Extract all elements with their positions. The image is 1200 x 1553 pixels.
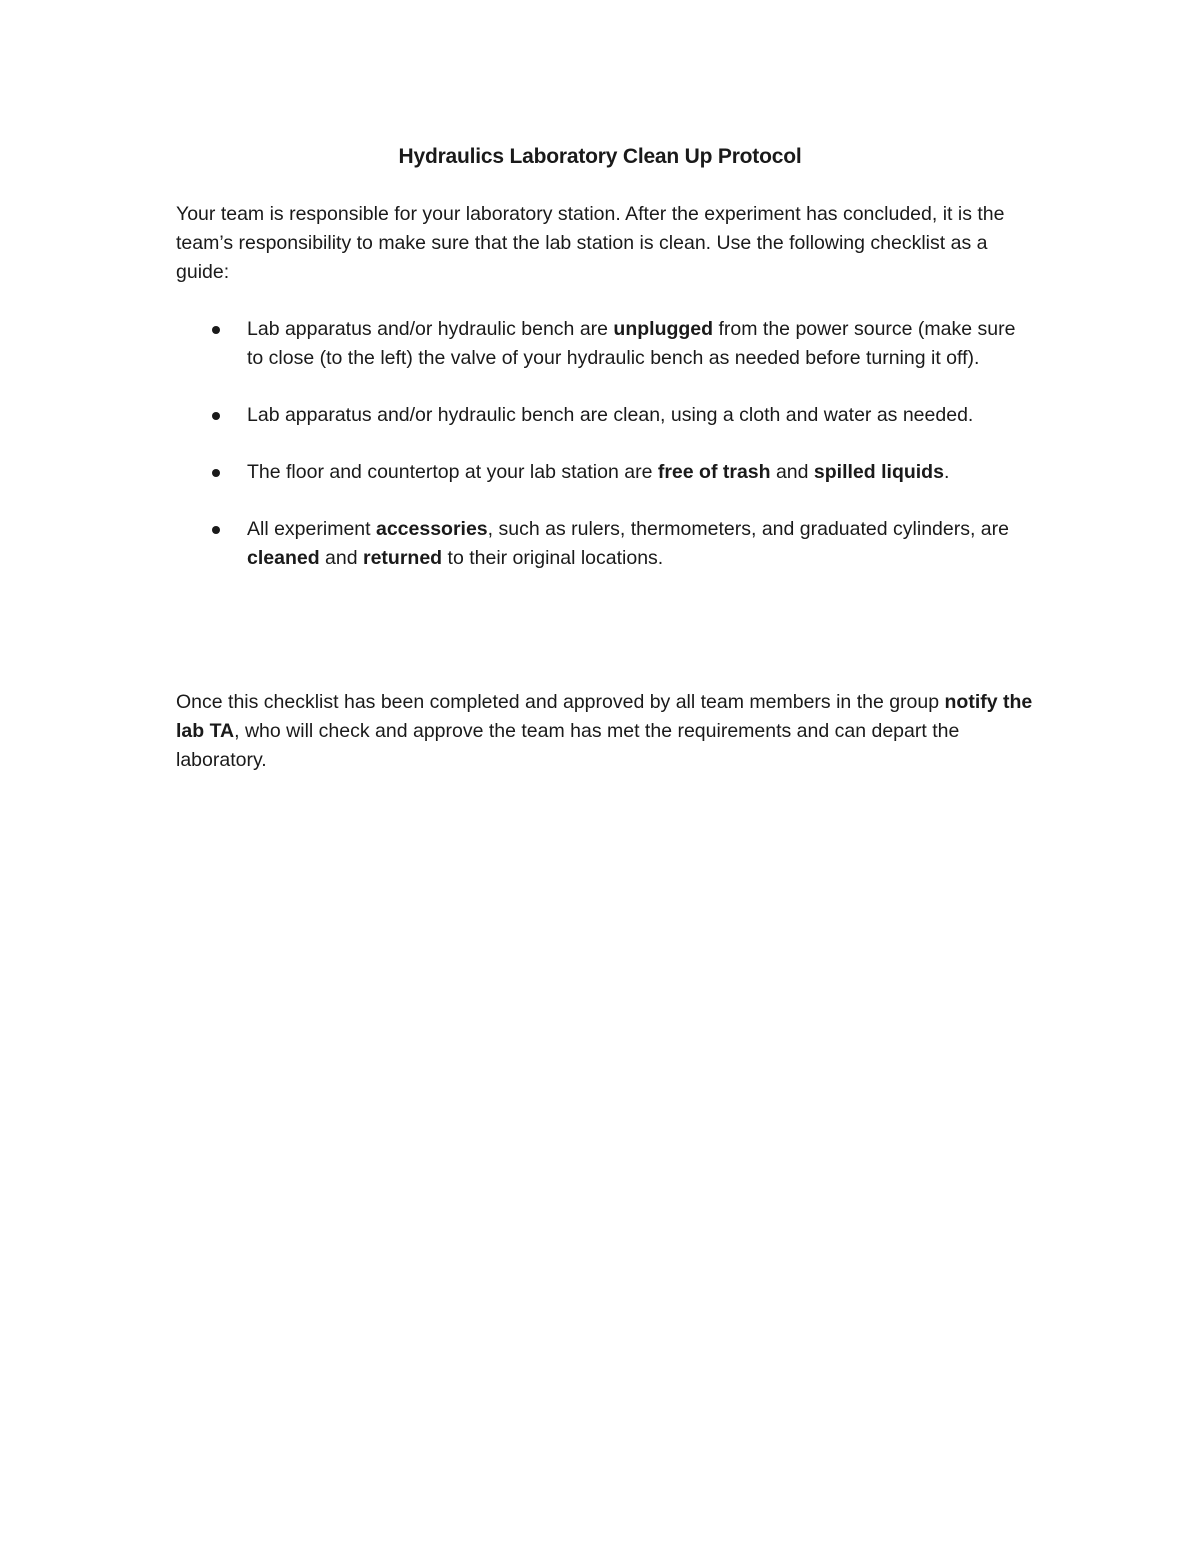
item-text: All experiment [247,518,376,540]
closing-emphasis: notify the lab TA [176,691,1033,742]
item-text: and [319,547,363,569]
closing-text: Once this checklist has been completed and approved by all team members in the group [176,691,945,713]
bullet-icon [212,526,220,534]
closing-paragraph [176,688,1036,775]
item-text: The floor and countertop at your lab station are [247,461,658,483]
item-emphasis: cleaned [247,547,320,569]
item-text: and [770,461,814,483]
bullet-icon [212,412,220,420]
checklist [176,315,1036,573]
item-text: from the power source (make sure to close (to the left) the valve of your hydraulic bench as needed before turning it off). [247,318,1016,369]
bullet-icon [212,326,220,334]
item-emphasis: unplugged [613,318,714,340]
item-emphasis: accessories [375,518,488,540]
document-title: Hydraulics Laboratory Clean Up Protocol [398,145,802,168]
checklist-item-floor [176,458,1036,487]
item-emphasis: spilled liquids [813,461,944,483]
checklist-item-clean [176,401,1036,430]
item-emphasis: free of trash [657,461,771,483]
item-emphasis: returned [363,547,443,569]
item-text: . [943,461,950,483]
closing-text: , who will check and approve the team has met the requirements and can depart the laboratory. [176,720,960,771]
checklist-item-unplugged [176,315,1036,373]
item-text: to their original locations. [442,547,664,569]
item-text: Lab apparatus and/or hydraulic bench are [247,318,614,340]
bullet-icon [212,469,220,477]
checklist-item-accessories [176,515,1036,573]
item-text: , such as rulers, thermometers, and graduated cylinders, are [487,518,1009,540]
intro-paragraph: Your team is responsible for your laboratory station. After the experiment has concluded, it is the team’s responsibility to make sure that the lab station is clean. Use the following checklist as a guide: [176,203,1005,283]
item-text: Lab apparatus and/or hydraulic bench are clean, using a cloth and water as needed. [247,404,974,426]
